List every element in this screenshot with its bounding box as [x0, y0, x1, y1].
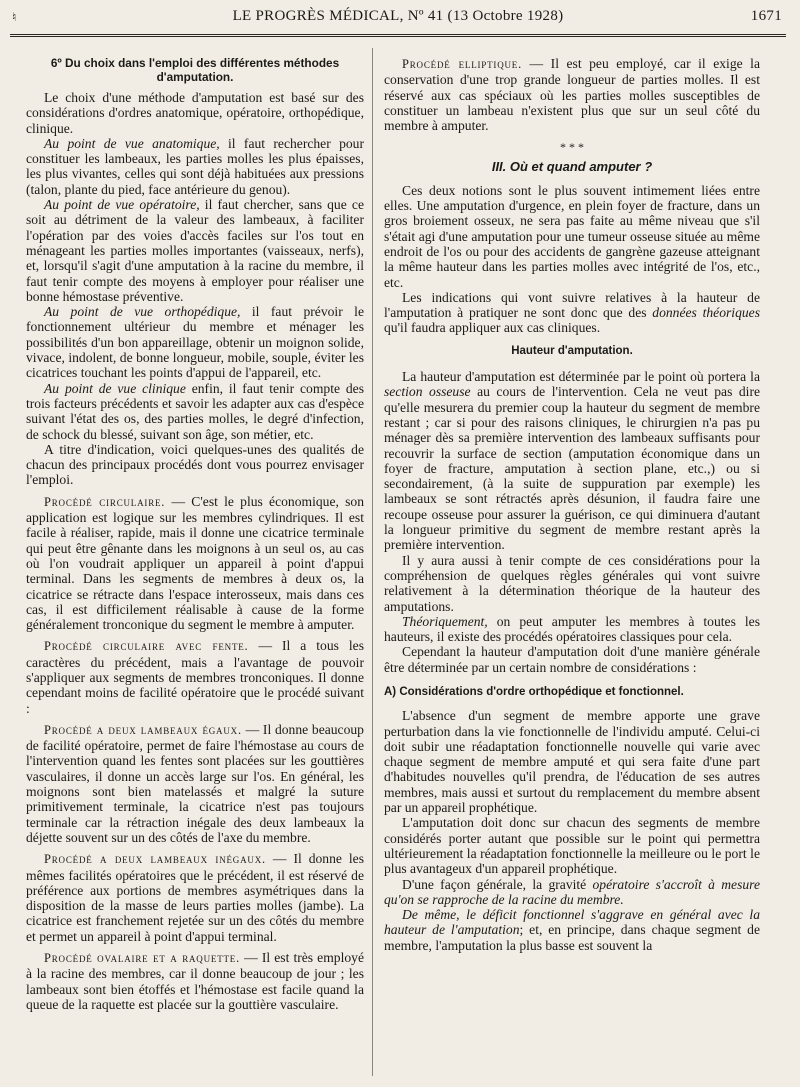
- paragraph: Procédé a deux lambeaux égaux. — Il donne beaucoup de facilité opératoire, permet de faire l'hémostase au cours de l'intervention quand les fentes sont placées sur les gouttières vasculaires, il donne un accès large sur l'os. En général, les moignons sont bien matelassés et malgré la suture primitivement terminale, la cicatrice n'est pas toujours terminale car la rétraction inégale des deux lambeaux la déjette souvent sur un des côtés de l'axe du membre.: [26, 721, 364, 845]
- italic-lead: Au point de vue clinique: [44, 380, 186, 396]
- page-number: 1671: [750, 8, 782, 24]
- procedure-name: Procédé a deux lambeaux inégaux.: [44, 852, 266, 867]
- paragraph: La hauteur d'amputation est déterminée par le point où portera la section osseuse au cours de l'intervention. Cela ne veut pas dire qu'elle mesurera du premier coup la hauteur du segment de membre restant ; car si pour des raisons cliniques, le chirurgien n'a pas pu ménager dès sa première intervention des lambeaux suffisants pour recouvrir la surface de section (amputation économique dans un foyer de fracture, amputation à section plane, etc.,) ou si secondairement, (à la suite de suppuration par exemple) les lambeaux se sont rétractés après désunion, il faudra faire une recoupe osseuse pour assurer la guérison, ce qui diminuera d'autant la longueur primitive du segment de membre restant après la première intervention.: [384, 369, 761, 553]
- paragraph: Théoriquement, on peut amputer les membres à toutes les hauteurs, il existe des procédés opératoires classiques pour cela.: [384, 613, 760, 645]
- corner-mark: ♮: [12, 10, 17, 24]
- paragraph: Au point de vue clinique enfin, il faut tenir compte des trois facteurs précédents et savoir les adapter aux cas d'espèce suivant l'état des os, des parties molles, le degré d'infection, de schock du blessé, suivant son âge, son métier, etc.: [26, 380, 364, 442]
- subsection-heading: A) Considérations d'ordre orthopédique et fonctionnel.: [384, 685, 684, 698]
- paragraph: Cependant la hauteur d'amputation doit d'une manière générale être déterminée par un certain nombre de considérations :: [384, 644, 760, 675]
- subsection-heading: Hauteur d'amputation.: [511, 344, 633, 357]
- paragraph: Les indications qui vont suivre relatives à la hauteur de l'amputation à pratiquer ne sont donc que des données théoriques qu'il faudra appliquer aux cas cliniques.: [384, 289, 760, 336]
- paragraph: Procédé ovalaire et a raquette. — Il est très employé à la racine des membres, car il donne beaucoup de jour ; les lambeaux sont bien étoffés et l'hémostase est facile quand la queue de la raquette est placée sur la gouttière vasculaire.: [26, 950, 364, 1012]
- paragraph: Il y aura aussi à tenir compte de ces considérations pour la compréhension de quelques règles générales qui vont suivre relativement à la détermination théorique de la hauteur des amputations.: [384, 552, 760, 614]
- italic-lead: Au point de vue orthopédique,: [44, 304, 241, 320]
- procedure-name: Procédé circulaire avec fente.: [44, 639, 249, 654]
- right-column: [384, 56, 760, 953]
- section-separator: * * *: [560, 140, 584, 155]
- paragraph: Le choix d'une méthode d'amputation est basé sur des considérations d'ordres anatomique, opératoire, orthopédique, clinique.: [26, 90, 364, 136]
- section-heading: 6º Du choix dans l'emploi des différentes méthodes d'amputation.: [50, 56, 340, 84]
- paragraph: Ces deux notions sont le plus souvent intimement liées entre elles. Une amputation d'urgence, en plein foyer de fracture, dans un gros broiement osseux, ne sera pas faite au même niveau que s'il s'était agi d'une amputation pour une tumeur osseuse située au même endroit de l'os ou pour des accidents de gangrène gazeuse atteignant la même hauteur dans les parties molles avec intégrité de l'os, etc., etc.: [384, 182, 760, 290]
- italic-lead: Théoriquement,: [402, 613, 488, 629]
- left-column: [26, 56, 364, 1012]
- paragraph: L'absence d'un segment de membre apporte une grave perturbation dans la vie fonctionnelle de l'individu amputé. Celui-ci doit subir une réadaptation fonctionnelle nouvelle qui varie avec chaque segment de membre amputé et qui sera faite d'une part d'habitudes nouvelles qu'il prendra, de l'éducation de ses autres membres, mais aussi et surtout du remplacement du membre absent par un appareil prophétique.: [384, 708, 760, 816]
- paragraph: Procédé circulaire. — C'est le plus économique, son application est logique sur les membres cylindriques. Il est facile à réaliser, rapide, mais il donne une cicatrice terminale qui peut être gênante dans les moignons à un seul os, au cas où l'on voudrait appliquer un appareil à point d'appui terminal. Dans les segments de membres à deux os, la cicatrice se rétracte dans l'espace interosseux, mais dans ces cas, il est difficilement réalisable à cause de la forme généralement tronconique du segment le membre à amputer.: [26, 493, 364, 633]
- italic-lead: Au point de vue anatomique,: [44, 135, 220, 151]
- paragraph: Au point de vue opératoire, il faut chercher, sans que ce soit au détriment de la valeur des lambeaux, à faciliter l'opération par des voies d'accès faciles sur l'os tout en ménageant les parties molles importantes (vaisseaux, nerfs), et, lorsqu'il s'agit d'une amputation à la racine du membre, il faut tenir compte des moyens à employer pour réaliser une bonne hémostase préventive.: [26, 197, 364, 304]
- paragraph: Procédé elliptique. — Il est peu employé, car il exige la conservation d'une trop grande longueur de parties molles. Il est réservé aux cas spéciaux où les parties molles susceptibles de constituer un lambeau n'existent plus que sur un seul côté du membre à amputer.: [384, 56, 760, 134]
- procedure-name: Procédé elliptique.: [402, 57, 523, 71]
- running-header: [10, 4, 786, 37]
- procedure-name: Procédé circulaire.: [44, 494, 166, 509]
- paragraph: De même, le déficit fonctionnel s'aggrave en général avec la hauteur de l'amputation; et, en principe, dans chaque segment de membre, l'amputation la plus basse est souvent la: [384, 907, 761, 953]
- section-heading: III. Où et quand amputer ?: [491, 159, 653, 175]
- procedure-name: Procédé a deux lambeaux égaux.: [44, 722, 242, 737]
- paragraph: D'une façon générale, la gravité opératoire s'accroît à mesure qu'on se rapproche de la racine du membre.: [384, 876, 760, 907]
- paragraph: Au point de vue orthopédique, il faut prévoir le fonctionnement ultérieur du membre et ménager les possibilités d'un bon appareillage, obtenir un moignon solide, vivace, indolent, de bonne longueur, mobile, souple, éviter les cicatrices touchant les points d'appui de l'appareil, etc.: [26, 304, 364, 381]
- paragraph: A titre d'indication, voici quelques-unes des qualités de chacun des principaux procédés dont vous pourrez envisager l'emploi.: [26, 441, 364, 488]
- journal-title: LE PROGRÈS MÉDICAL, Nº 41 (13 Octobre 1928): [232, 8, 564, 24]
- paragraph: Au point de vue anatomique, il faut rechercher pour constituer les lambeaux, les parties molles les plus épaisses, les plus vivantes, celles qui sont déjà habituées aux pressions (talon, plante du pied, face antérieure du genou).: [26, 135, 364, 197]
- paragraph: L'amputation doit donc sur chacun des segments de membre considérés porter autant que possible sur le point qui permettra ultérieurement la réadaptation fonctionnelle la meilleure ou le port le plus avantageux d'un appareil prophétique.: [384, 815, 760, 877]
- column-divider: [372, 48, 373, 1076]
- procedure-name: Procédé ovalaire et a raquette.: [44, 951, 241, 966]
- italic-lead: Au point de vue opératoire,: [44, 197, 200, 213]
- paragraph: Procédé a deux lambeaux inégaux. — Il donne les mêmes facilités opératoires que le précédent, il est réservé de préférence aux portions de membres asymétriques dans la disposition de la masse de leurs parties molles (jambe). La cicatrice est franchement rejetée sur un des côtés du membre et permet un appareil à point d'appui terminal.: [26, 851, 364, 944]
- paragraph: Procédé circulaire avec fente. — Il a tous les caractères du précédent, mais a l'avantage de pouvoir s'appliquer aux segments de membres tronconiques. Il donne cependant moins de facilité opératoire que le procédé suivant :: [26, 638, 364, 716]
